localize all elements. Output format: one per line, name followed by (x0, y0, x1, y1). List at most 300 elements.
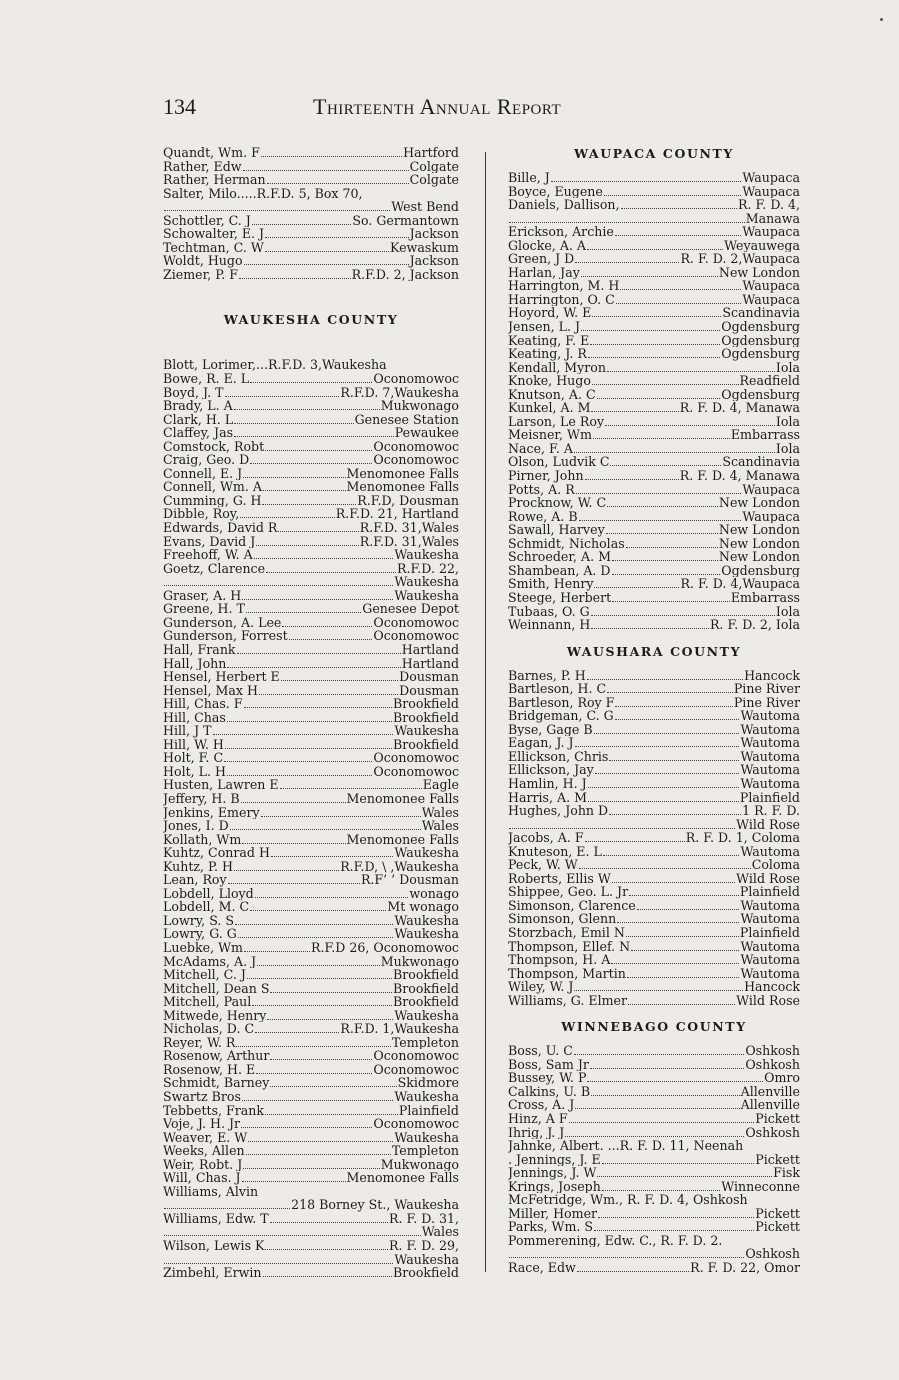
entry-location: Menomonee Falls (346, 466, 459, 481)
leader-dots (265, 1104, 398, 1115)
directory-entry (163, 268, 459, 282)
directory-entry (508, 185, 800, 199)
directory-entry (508, 750, 800, 764)
leader-dots (225, 386, 340, 397)
entry-location: Pine River (733, 682, 800, 696)
directory-entry (163, 1171, 459, 1185)
entry-name: Clark, H. L (163, 412, 234, 427)
directory-entry (163, 480, 459, 494)
directory-entry (508, 428, 800, 442)
entry-name: Hill, J T (163, 724, 212, 738)
entry-name: Keating, F. E (508, 333, 590, 348)
leader-dots (265, 1239, 388, 1250)
entry-location: New London (718, 523, 800, 537)
directory-entry (508, 1126, 800, 1140)
directory-entry (163, 1266, 459, 1280)
directory-entry (163, 146, 459, 160)
spacer (508, 161, 800, 171)
entry-location: Allenville (740, 1084, 800, 1099)
directory-entry (508, 293, 800, 307)
entry-location: Pickett (755, 1220, 800, 1234)
entry-location: Readfield (739, 374, 800, 388)
leader-dots (509, 818, 735, 829)
entry-name: Pirner, John (508, 469, 584, 483)
directory-entry (163, 751, 459, 765)
entry-location: wonago (409, 886, 459, 901)
entry-name: Jensen, L. J (508, 320, 581, 334)
directory-entry (163, 982, 459, 996)
directory-entry (163, 765, 459, 779)
leader-dots (237, 643, 401, 654)
directory-entry (163, 846, 459, 860)
leader-dots (238, 927, 393, 938)
leader-dots (575, 736, 740, 747)
directory-entry (508, 926, 800, 940)
entry-name: Tubaas, O. G (508, 604, 590, 619)
leader-dots (585, 831, 685, 842)
directory-entry (508, 198, 800, 212)
entry-name: Salter, Milo.....R.F.D. 5, Box 70, (163, 186, 363, 201)
entry-location: Menomonee Falls (346, 1171, 459, 1185)
entry-location: Oconomowoc (373, 615, 459, 630)
leader-dots (579, 858, 751, 869)
directory-entry (508, 1071, 800, 1085)
leader-dots (598, 1207, 754, 1218)
entry-name: Olson, Ludvik C (508, 455, 610, 470)
entry-name: Ellickson, Chris (508, 749, 609, 764)
entry-location: Pickett (755, 1206, 800, 1221)
leader-dots (235, 914, 393, 925)
entry-location: Oshkosh (745, 1044, 800, 1058)
entry-location: Pickett (755, 1112, 800, 1126)
waupaca-county-heading: WAUPACA COUNTY (574, 146, 734, 161)
directory-entry (163, 1185, 459, 1199)
directory-entry (163, 1104, 459, 1118)
directory-entry (163, 900, 459, 914)
directory-entry (508, 550, 800, 564)
directory-entry (163, 697, 459, 711)
entry-name: Wiley, W. J (508, 980, 574, 994)
leader-dots (164, 575, 393, 586)
entry-name: Smith, Henry (508, 577, 594, 591)
entry-name: Graser, A. H (163, 588, 242, 603)
directory-entry (508, 1193, 800, 1207)
entry-location: Mukwonago (380, 954, 459, 969)
leader-dots (581, 266, 718, 277)
directory-entry (508, 858, 800, 872)
entry-location: Mukwonago (380, 399, 459, 413)
entry-location: Brookfield (392, 710, 459, 725)
leader-dots (259, 684, 398, 695)
entry-location: Kewaskum (390, 240, 459, 255)
entry-name: Simonson, Glenn (508, 912, 617, 926)
directory-entry (163, 955, 459, 969)
entry-name: Rosenow, Arthur (163, 1049, 270, 1063)
directory-entry (163, 1117, 459, 1131)
directory-entry (508, 347, 800, 361)
entry-name: Harrington, M. H (508, 279, 620, 293)
leader-dots (243, 467, 345, 478)
entry-location: R.F.D. 21, Hartland (335, 507, 459, 522)
directory-entry (163, 535, 459, 549)
entry-location: Pickett (755, 1152, 800, 1167)
entry-location: R.F.D. 7,Waukesha (340, 385, 459, 400)
column-divider (485, 152, 486, 1272)
entry-location: Waupaca (742, 225, 800, 239)
entry-location: Dousman (399, 683, 459, 698)
entry-location: Wautoma (740, 763, 800, 777)
entry-name: Hensel, Max H (163, 683, 258, 698)
leader-dots (242, 589, 393, 600)
directory-entry (163, 1253, 459, 1267)
entry-name: Brady, L. A (163, 399, 233, 413)
directory-entry (163, 548, 459, 562)
leader-dots (587, 669, 743, 680)
directory-entry (163, 440, 459, 454)
entry-location: 218 Borney St., Waukesha (291, 1198, 459, 1212)
leader-dots (610, 455, 721, 466)
directory-entry (508, 763, 800, 777)
leader-dots (574, 1044, 744, 1055)
directory-entry (508, 212, 800, 226)
directory-entry (508, 696, 800, 710)
directory-entry (163, 507, 459, 521)
directory-entry (163, 426, 459, 440)
leader-dots (255, 1022, 339, 1033)
leader-dots (602, 1180, 720, 1191)
entry-name: Freehoff, W. A (163, 548, 253, 562)
entry-location: Colgate (409, 173, 459, 187)
directory-entry (163, 160, 459, 174)
directory-entry (163, 1049, 459, 1063)
entry-name: Hill, W. H (163, 737, 224, 752)
directory-entry (508, 1153, 800, 1167)
leader-dots (280, 778, 422, 789)
entry-location: Waukesha (394, 1090, 459, 1104)
directory-entry (508, 266, 800, 280)
leader-dots (230, 819, 421, 830)
directory-entry (163, 724, 459, 738)
entry-location: R. F. D. 2,Waupaca (680, 252, 800, 266)
directory-entry (508, 605, 800, 619)
entry-location: So. Germantown (352, 213, 459, 228)
entry-location: Brookfield (392, 697, 459, 711)
directory-entry (508, 872, 800, 886)
directory-entry (163, 968, 459, 982)
directory-entry (508, 483, 800, 497)
directory-entry (508, 469, 800, 483)
directory-entry (508, 994, 800, 1008)
spacer (508, 1034, 800, 1044)
directory-entry (508, 1098, 800, 1112)
leader-dots (612, 591, 730, 602)
running-title: Thirteenth Annual Report (313, 94, 562, 119)
entry-name: Voje, J. H. Jr (163, 1117, 241, 1131)
directory-entry (163, 227, 459, 241)
entry-name: Luebke, Wm (163, 940, 243, 955)
leader-dots (609, 750, 739, 761)
directory-entry (508, 279, 800, 293)
directory-entry (163, 995, 459, 1009)
entry-location: R.F.D. 31,Wales (359, 521, 459, 535)
entry-location: Wales (421, 1225, 459, 1240)
entry-name: Dibble, Roy, (163, 507, 240, 522)
entry-name: Glocke, A. A (508, 238, 587, 253)
directory-entry (508, 912, 800, 926)
directory-entry (163, 616, 459, 630)
leader-dots (620, 279, 741, 290)
entry-location: Brookfield (392, 1266, 459, 1280)
directory-entry (163, 819, 459, 833)
entry-name: Jeffery, H. B (163, 791, 240, 806)
entry-location: Hartford (403, 146, 459, 160)
leader-dots (242, 1090, 393, 1101)
entry-location: Manawa (745, 211, 800, 226)
entry-location: Templeton (391, 1144, 459, 1158)
directory-entry (508, 940, 800, 954)
entry-name: Barnes, P. H (508, 668, 586, 683)
entry-location: Scandinavia (722, 306, 800, 321)
winnebago-county-heading: WINNEBAGO COUNTY (561, 1019, 747, 1035)
leader-dots (594, 1220, 754, 1231)
directory-entry (163, 1022, 459, 1036)
winnebago-list (508, 1044, 800, 1274)
leader-dots (602, 1153, 755, 1164)
entry-location: Allenville (740, 1098, 800, 1112)
leader-dots (626, 926, 739, 937)
entry-location: Waupaca (742, 482, 800, 497)
entry-name: Shippee, Geo. L. Jr (508, 885, 629, 899)
entry-location: Menomonee Falls (346, 791, 459, 806)
entry-name: Greene, H. T (163, 602, 245, 616)
entry-name: Williams, G. Elmer (508, 993, 628, 1008)
entry-name: Peck, W. W (508, 858, 578, 872)
directory-entry (163, 413, 459, 427)
leader-dots (591, 618, 709, 629)
directory-entry (163, 1090, 459, 1104)
directory-entry (163, 1144, 459, 1158)
directory-entry (163, 711, 459, 725)
entry-name: Lean, Roy (163, 873, 227, 887)
leader-dots (254, 548, 394, 559)
entry-location: Skidmore (397, 1076, 459, 1090)
entry-location: R.F.D. 2, Jackson (351, 267, 459, 282)
entry-name: Rather, Herman (163, 173, 266, 187)
entry-location: Ogdensburg (721, 320, 800, 334)
entry-location: Waukesha (394, 846, 459, 860)
entry-name: Jennings, J. W (508, 1166, 597, 1180)
leader-dots (234, 426, 394, 437)
leader-dots (239, 268, 351, 279)
entry-name: Hoyord, W. E (508, 306, 592, 321)
entry-name: Knutson, A. C (508, 387, 596, 402)
leader-dots (616, 293, 742, 304)
entry-name: Thompson, Ellef. N (508, 939, 631, 954)
leader-dots (224, 751, 372, 762)
directory-entry (163, 372, 459, 386)
leader-dots (241, 1117, 372, 1128)
entry-name: Connell, E. J (163, 466, 243, 481)
leader-dots (234, 399, 380, 410)
entry-location: Waukesha (394, 575, 459, 589)
directory-entry (508, 577, 800, 591)
entry-location: Wautoma (740, 844, 800, 859)
directory-entry (508, 709, 800, 723)
entry-name: McAdams, A. J (163, 954, 257, 969)
leader-dots (263, 480, 346, 491)
directory-entry (508, 442, 800, 456)
entry-name: Ihrig, J. J (508, 1125, 565, 1140)
leader-dots (244, 697, 392, 708)
entry-location: Brookfield (392, 995, 459, 1009)
entry-location: New London (718, 496, 800, 510)
directory-entry (163, 1158, 459, 1172)
directory-entry (508, 415, 800, 429)
leader-dots (263, 1266, 392, 1277)
directory-entry (163, 684, 459, 698)
entry-name: Rowe, A. B (508, 509, 578, 524)
entry-location: Ogdensburg (721, 347, 800, 361)
entry-location: Coloma (751, 858, 800, 872)
directory-entry (163, 386, 459, 400)
leader-dots (588, 347, 720, 358)
entry-name: Mitchell, Dean S (163, 981, 270, 996)
leader-dots (227, 657, 400, 668)
leader-dots (607, 496, 718, 507)
leader-dots (597, 1166, 772, 1177)
entry-name: Procknow, W. C (508, 496, 607, 510)
entry-name: Knuteson, E. L (508, 844, 602, 859)
entry-name: Mitwede, Henry (163, 1008, 267, 1023)
leader-dots (250, 453, 372, 464)
entry-name: Hamlin, H. J (508, 776, 587, 791)
leader-dots (164, 1198, 290, 1209)
leader-dots (631, 940, 739, 951)
entry-location: Pine River (733, 695, 800, 710)
leader-dots (607, 361, 775, 372)
leader-dots (250, 900, 386, 911)
leader-dots (252, 995, 392, 1006)
entry-name: Schroeder, A. M (508, 550, 611, 564)
leader-dots (243, 160, 409, 171)
entry-location: Weyauwega (724, 238, 800, 253)
entry-location: Ogdensburg (721, 563, 800, 578)
entry-name: Zimbehl, Erwin (163, 1266, 262, 1280)
entry-location: Winneconne (721, 1179, 800, 1194)
entry-name: Weeks, Allen (163, 1144, 245, 1158)
directory-entry (508, 523, 800, 537)
entry-name: Holt, L. H (163, 764, 227, 779)
entry-name: Reyer, W. R (163, 1035, 236, 1050)
page-speck (880, 18, 883, 21)
entry-name: Hughes, John D (508, 804, 609, 818)
entry-name: Quandt, Wm. F (163, 146, 260, 160)
entry-location: Ogdensburg (721, 387, 800, 402)
leader-dots (551, 171, 742, 182)
directory-entry (508, 1207, 800, 1221)
leader-dots (587, 239, 723, 250)
leader-dots (256, 535, 358, 546)
entry-name: Craig, Geo. D (163, 453, 250, 467)
entry-location: Templeton (391, 1035, 459, 1050)
entry-name: Roberts, Ellis W (508, 871, 611, 886)
leader-dots (265, 227, 409, 238)
leader-dots (252, 214, 352, 225)
leader-dots (576, 483, 742, 494)
entry-name: Goetz, Clarence (163, 561, 266, 576)
entry-name: Potts, A. R (508, 482, 575, 497)
entry-name: Harris, A. M (508, 790, 588, 805)
leader-dots (250, 372, 372, 383)
entry-location: Wild Rose (736, 871, 800, 886)
entry-location: Oconomowoc (373, 1117, 459, 1131)
leader-dots (594, 723, 740, 734)
entry-location: Plainfield (739, 925, 800, 940)
entry-name: Gunderson, A. Lee (163, 615, 282, 630)
entry-name: Weir, Robt. J (163, 1157, 243, 1172)
directory-entry (163, 254, 459, 268)
entry-name: Race, Edw (508, 1261, 576, 1275)
leader-dots (592, 374, 739, 385)
entry-location: Wild Rose (736, 817, 800, 832)
spacer (163, 281, 459, 312)
entry-name: Cumming, G. H (163, 493, 262, 508)
entry-name: Pommerening, Edw. C., R. F. D. 2. (508, 1233, 723, 1248)
entry-location: Oconomowoc (373, 453, 459, 467)
leader-dots (607, 682, 733, 693)
entry-location: Colgate (409, 159, 459, 174)
entry-location: Plainfield (739, 885, 800, 899)
leader-dots (246, 602, 361, 613)
entry-location: Waukesha (394, 913, 459, 928)
directory-entry (508, 818, 800, 832)
entry-name: Jacobs, A. F (508, 831, 584, 845)
entry-name: Bille, J (508, 171, 550, 185)
directory-entry (508, 537, 800, 551)
leader-dots (164, 1253, 393, 1264)
entry-name: Wilson, Lewis K (163, 1239, 265, 1253)
leader-dots (228, 873, 360, 884)
directory-entry (508, 1220, 800, 1234)
leader-dots (590, 1058, 744, 1069)
directory-entry (508, 1112, 800, 1126)
entry-name: . Jennings, J. E (508, 1152, 601, 1167)
entry-name: Sawall, Harvey (508, 523, 605, 537)
entry-location: Wautoma (740, 749, 800, 764)
directory-entry (163, 914, 459, 928)
entry-name: Schowalter, E. J (163, 227, 265, 241)
leader-dots (574, 442, 775, 453)
entry-location: New London (718, 536, 800, 551)
entry-name: Thompson, H. A (508, 953, 611, 967)
entry-location: Hancock (744, 980, 800, 994)
directory-entry (508, 980, 800, 994)
entry-location: Waukesha (394, 548, 459, 562)
entry-name: Rather, Edw (163, 159, 242, 174)
entry-location: Waukesha (394, 927, 459, 941)
waushara-county-heading: WAUSHARA COUNTY (566, 643, 742, 659)
entry-location: R.F.D. 22, (397, 561, 459, 576)
directory-entry (508, 885, 800, 899)
leader-dots (234, 860, 339, 871)
leader-dots (227, 765, 372, 776)
entry-location: Hartland (401, 656, 459, 671)
spacer (508, 659, 800, 669)
entry-location: Oconomowoc (373, 439, 459, 454)
entry-location: Waukesha (394, 1252, 459, 1267)
entry-location: New London (718, 265, 800, 280)
entry-location: Waukesha (394, 588, 459, 603)
